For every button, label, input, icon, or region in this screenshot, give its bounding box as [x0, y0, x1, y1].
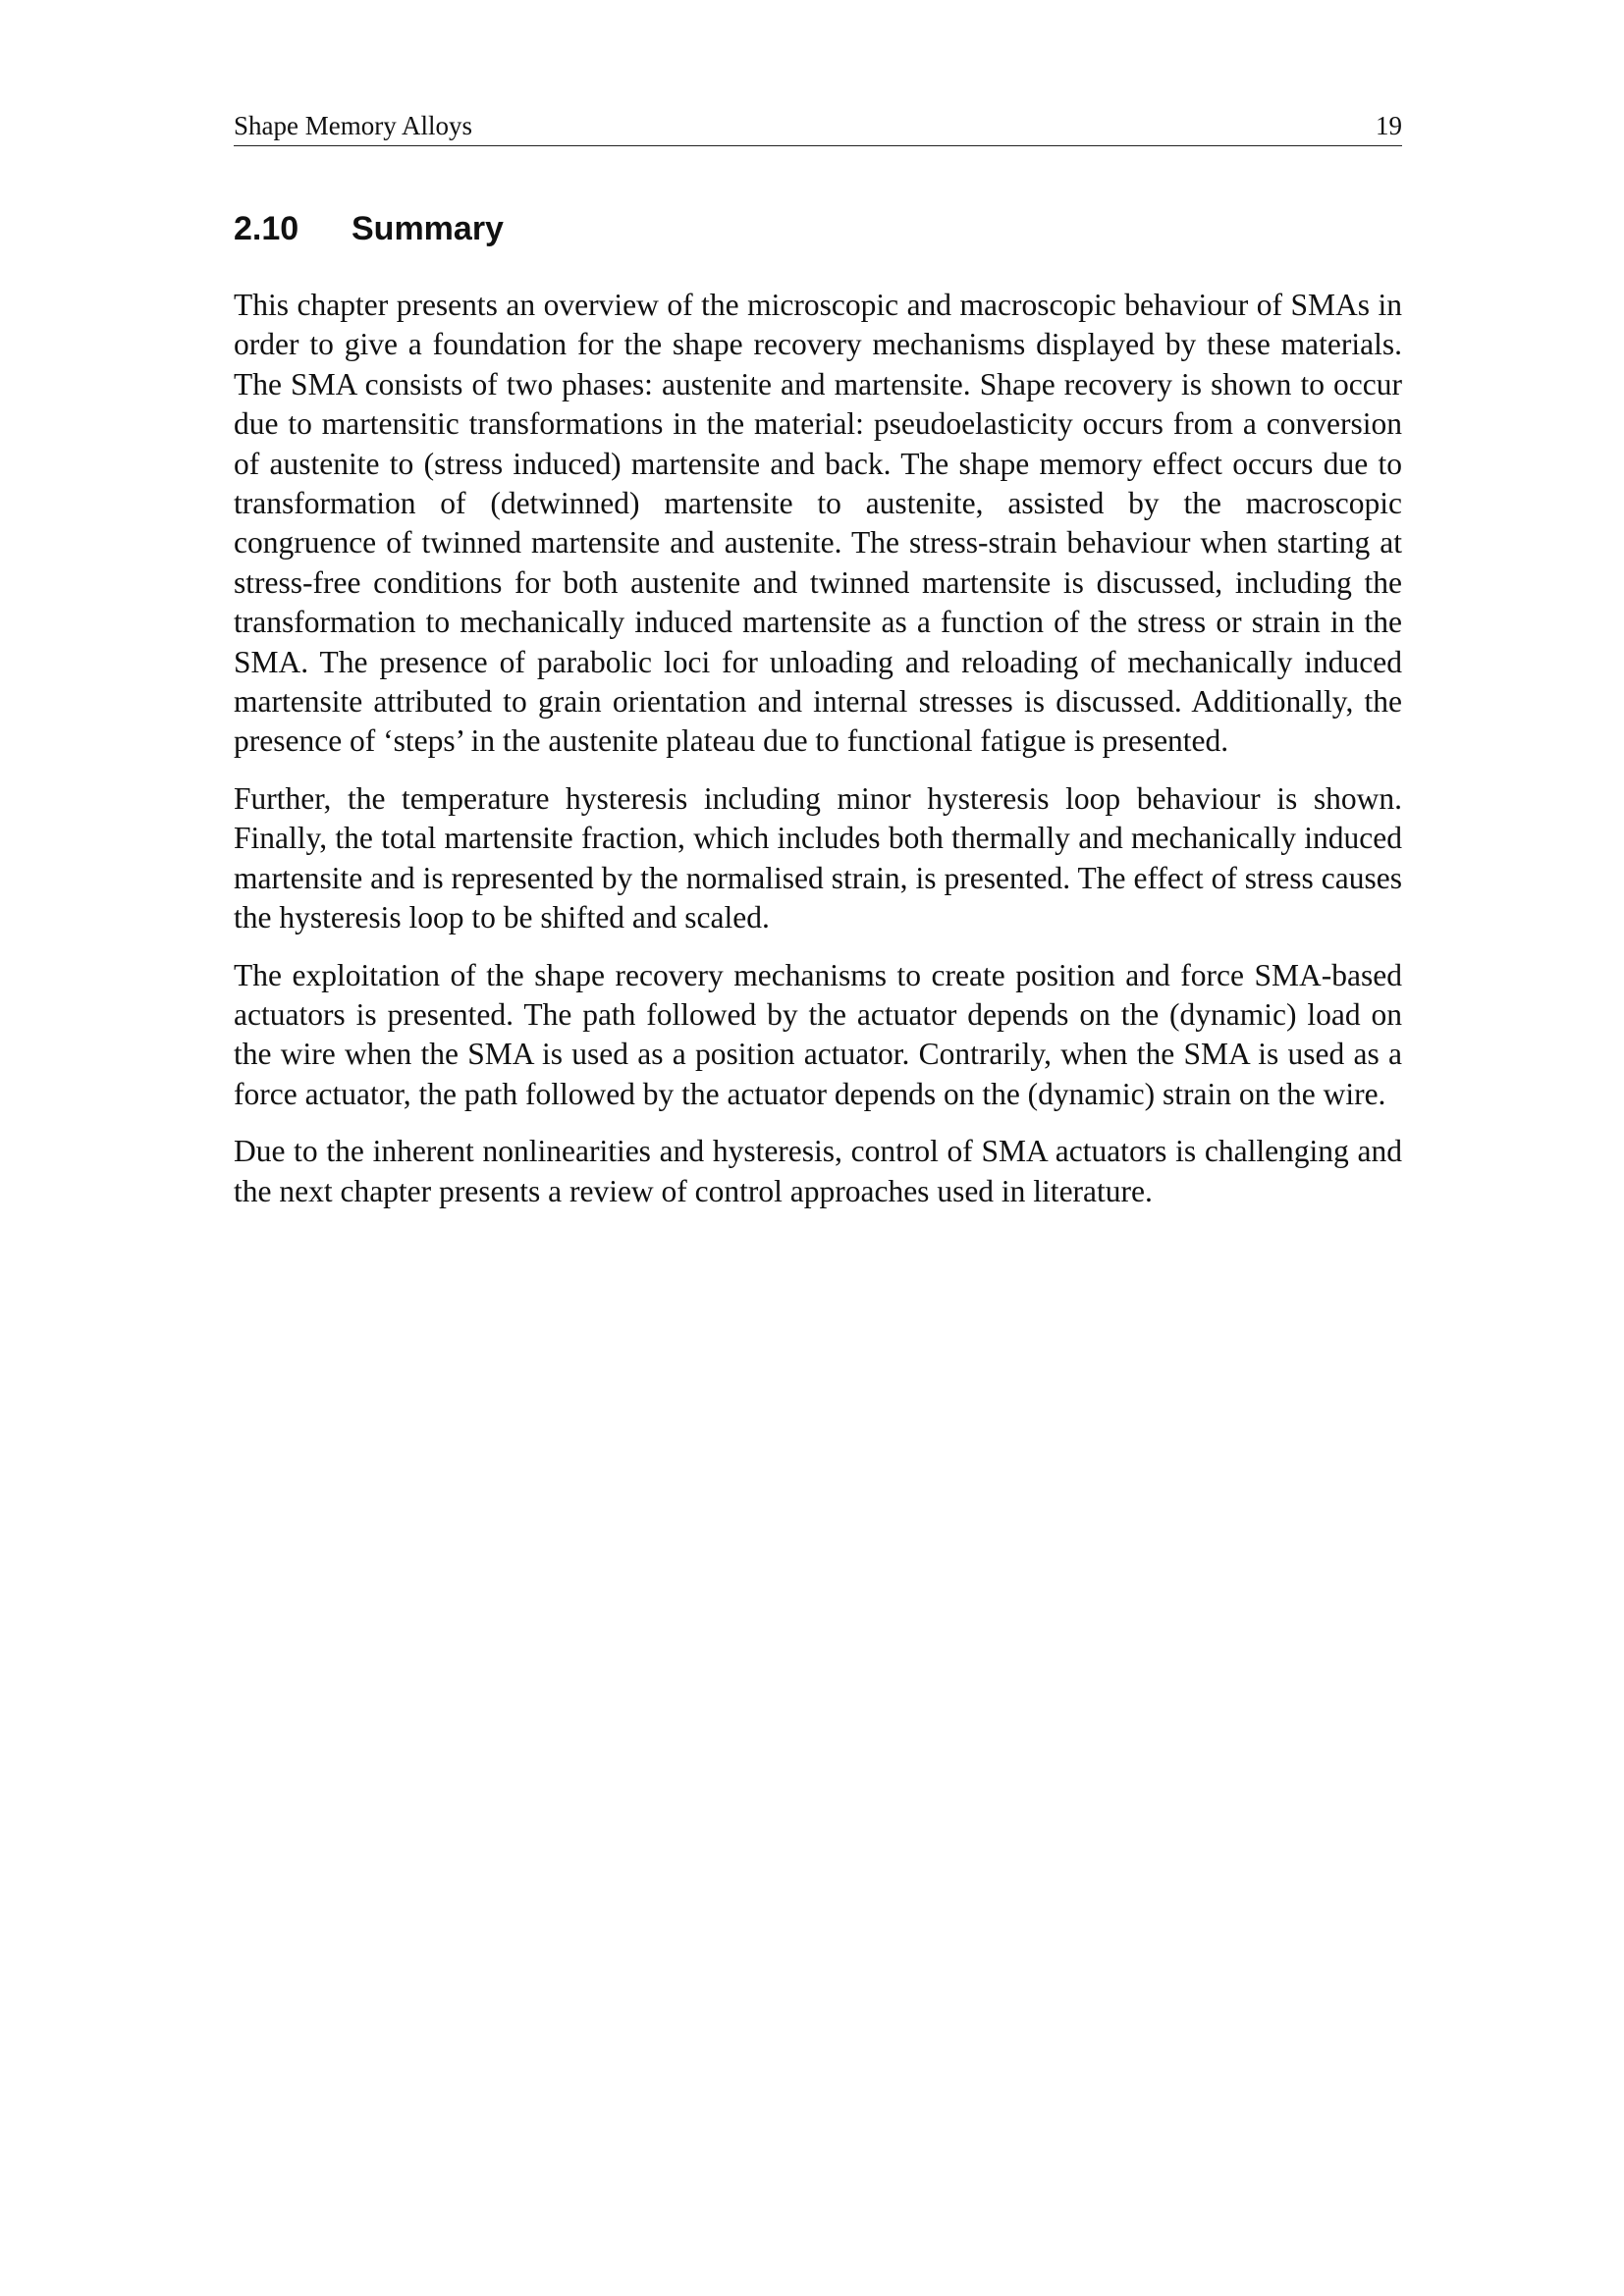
section-number: 2.10: [234, 210, 299, 247]
paragraph: Further, the temperature hysteresis including minor hysteresis loop behaviour is shown. Finally, the total martensite fraction, which includes both thermally and mechanically induced martensite and is represented by the normalised strain, is presented. The effect of stress causes the hysteresis loop to be shifted and scaled.: [234, 780, 1402, 935]
paragraph: Due to the inherent nonlinearities and hysteresis, control of SMA actuators is challenging and the next chapter presents a review of control approaches used in literature.: [234, 1134, 1402, 1208]
paragraph: This chapter presents an overview of the microscopic and macroscopic behaviour of SMAs in order to give a foundation for the shape recovery mechanisms displayed by these materials. The SMA consists of two phases: austenite and martensite. Shape recovery is shown to occur due to martensitic transformations in the material: pseudoelasticity occurs from a conversion of austenite to (stress induced) martensite and back. The shape memory effect occurs due to transformation of (detwinned) martensite to austenite, assisted by the macroscopic congruence of twinned martensite and austenite. The stress-strain behaviour when starting at stress-free conditions for both austenite and twinned martensite is discussed, including the transformation to mechanically induced martensite as a function of the stress or strain in the SMA. The presence of parabolic loci for unloading and reloading of mechanically induced martensite attributed to grain orientation and internal stresses is discussed. Additionally, the presence of ‘steps’ in the austenite plateau due to functional fatigue is presented.: [234, 288, 1402, 759]
document-page: [234, 110, 1402, 1229]
paragraph: The exploitation of the shape recovery mechanisms to create position and force SMA-based actuators is presented. The path followed by the actuator depends on the (dynamic) load on the wire when the SMA is used as a position actuator. Contrarily, when the SMA is used as a force actuator, the path followed by the actuator depends on the (dynamic) strain on the wire.: [234, 957, 1402, 1111]
section-heading: [234, 209, 1402, 248]
running-title: Shape Memory Alloys: [234, 111, 472, 140]
section-body: [234, 286, 1402, 1211]
page-number: 19: [1376, 111, 1402, 140]
running-header: [234, 110, 1402, 146]
section-title: Summary: [352, 210, 504, 247]
